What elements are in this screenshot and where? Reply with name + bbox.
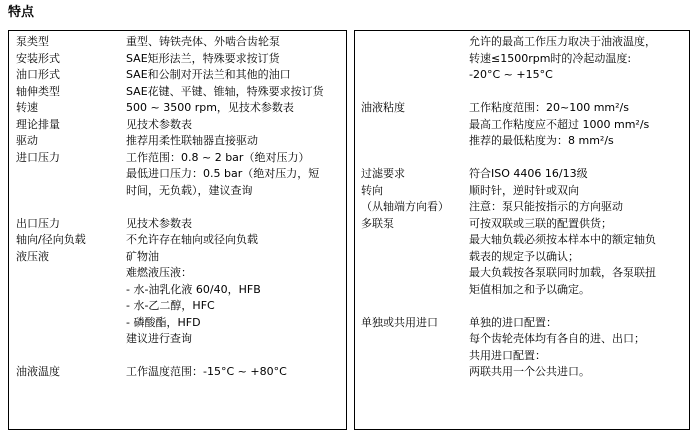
spec-value (126, 34, 346, 51)
spec-label: 油液粘度 (361, 101, 405, 114)
spec-value-line: 单独的进口配置： (469, 315, 557, 329)
spec-label: 出口压力 (16, 216, 60, 230)
spec-value-line: 时间，无负载），建议查询 (126, 183, 253, 197)
spec-row (355, 216, 689, 315)
spec-label: 进口压力 (16, 150, 60, 164)
spec-value-line: 见技术参数表 (126, 117, 192, 131)
spec-value-line: 见技术参数表 (126, 216, 192, 230)
spec-value (469, 183, 689, 200)
spec-label: 安装形式 (16, 51, 60, 65)
spec-value-line: - 水-乙二醇，HFC (126, 299, 215, 312)
spec-value (126, 249, 346, 365)
spec-label: 泵类型 (16, 35, 49, 48)
spec-value-line: 难燃液压液： (126, 266, 192, 279)
spec-label (355, 34, 469, 100)
features-table-left (8, 30, 347, 430)
spec-value-line: 重型、铸铁壳体、外啮合齿轮泵 (126, 35, 280, 48)
spec-value-line: 两联共用一个公共进口。 (469, 365, 590, 378)
spec-row (9, 67, 346, 84)
spec-value-line: - 水-油乳化液 60/40，HFB (126, 282, 261, 296)
spec-row (9, 51, 346, 68)
spec-value-line: - 磷酸酯，HFD (126, 315, 201, 329)
spec-value (126, 216, 346, 233)
features-table-right (354, 30, 690, 430)
spec-label: 轴伸类型 (16, 84, 60, 98)
spec-row (9, 84, 346, 101)
spec-value (126, 100, 346, 117)
spec-label: （从轴端方向看） (361, 200, 449, 213)
section-title: 特点 (8, 5, 35, 20)
spec-value (469, 199, 689, 216)
spec-value (126, 117, 346, 134)
spec-row (9, 216, 346, 233)
spec-label: 转速 (16, 101, 38, 114)
spec-value-line: -20°C ~ +15°C (469, 68, 553, 81)
spec-value-line: 载表的规定予以确认； (469, 249, 579, 263)
spec-row (355, 315, 689, 381)
spec-value-line (469, 84, 689, 101)
spec-value-line: 工作粘度范围：20~100 mm²/s (469, 101, 629, 114)
spec-label: 多联泵 (361, 216, 394, 230)
spec-value (469, 216, 689, 315)
spec-value-line: SAE矩形法兰，特殊要求按订货 (126, 51, 280, 65)
spec-value-line: 允许的最高工作压力取决于油液温度， (469, 35, 656, 48)
spec-value-line (126, 348, 346, 365)
spec-row (355, 199, 689, 216)
spec-value-line (469, 298, 689, 315)
spec-value-line: 共用进口配置： (469, 348, 546, 362)
spec-value-line: 最高工作粘度应不超过 1000 mm²/s (469, 117, 650, 131)
spec-label: 液压液 (16, 249, 49, 263)
spec-value (469, 100, 689, 166)
left-rows (9, 31, 346, 381)
spec-row (355, 100, 689, 166)
spec-value (126, 51, 346, 68)
right-rows (355, 31, 689, 381)
spec-value-line: 推荐用柔性联轴器直接驱动 (126, 134, 258, 147)
spec-value-line: 推荐的最低粘度为：8 mm²/s (469, 134, 614, 147)
spec-value-line: 注意：泵只能按指示的方向驱动 (469, 200, 623, 213)
spec-row (9, 34, 346, 51)
spec-value (126, 84, 346, 101)
spec-value-line: 可按双联或三联的配置供货； (469, 216, 612, 230)
spec-value-line: 500 ~ 3500 rpm，见技术参数表 (126, 101, 294, 114)
spec-value (469, 34, 689, 100)
spec-row (9, 249, 346, 365)
spec-value-line: 建议进行查询 (126, 332, 192, 345)
spec-value (126, 232, 346, 249)
spec-value-line: 符合ISO 4406 16/13级 (469, 167, 588, 180)
spec-value-line: 每个齿轮壳体均有各自的进、出口； (469, 332, 645, 345)
spec-label: 过滤要求 (361, 167, 405, 180)
spec-value-line: 顺时针，逆时针或双向 (469, 183, 579, 197)
spec-value-line: 转速≤1500rpm时的冷起动温度: (469, 51, 632, 65)
spec-row (355, 166, 689, 183)
spec-row (9, 100, 346, 117)
spec-label: 单独或共用进口 (361, 315, 438, 329)
spec-label: 驱动 (16, 134, 38, 147)
spec-value-line: 矩值相加之和予以确定。 (469, 282, 590, 296)
spec-row (9, 133, 346, 150)
spec-row (9, 232, 346, 249)
spec-value-line: 工作温度范围：-15°C ~ +80°C (126, 365, 287, 378)
spec-value-line: 最低进口压力：0.5 bar（绝对压力，短 (126, 167, 320, 180)
spec-value-line (126, 199, 346, 216)
spec-value (469, 315, 689, 381)
spec-value-line (469, 150, 689, 167)
spec-value-line: 工作范围：0.8 ~ 2 bar（绝对压力） (126, 150, 310, 164)
spec-row (9, 364, 346, 381)
spec-label: 油液温度 (16, 365, 60, 378)
spec-value (126, 150, 346, 216)
spec-row (355, 183, 689, 200)
spec-label: 转向 (361, 183, 383, 197)
spec-value (126, 67, 346, 84)
spec-value (126, 133, 346, 150)
spec-row (355, 34, 689, 100)
spec-value-line: SAE花键、平键、锥轴，特殊要求按订货 (126, 84, 324, 98)
spec-value (126, 364, 346, 381)
spec-value-line: 矿物油 (126, 249, 159, 263)
spec-value-line: 最大负载按各泵联同时加载，各泵联扭 (469, 266, 656, 279)
spec-value-line: 不允许存在轴向或径向负载 (126, 233, 258, 246)
spec-row (9, 117, 346, 134)
spec-row (9, 150, 346, 216)
spec-value (469, 166, 689, 183)
spec-label: 理论排量 (16, 117, 60, 131)
spec-label: 油口形式 (16, 68, 60, 81)
spec-value-line: 最大轴负载必须按本样本中的额定轴负 (469, 233, 656, 246)
spec-label: 轴向/径向负载 (16, 233, 86, 246)
spec-value-line: SAE和公制对开法兰和其他的油口 (126, 68, 291, 81)
